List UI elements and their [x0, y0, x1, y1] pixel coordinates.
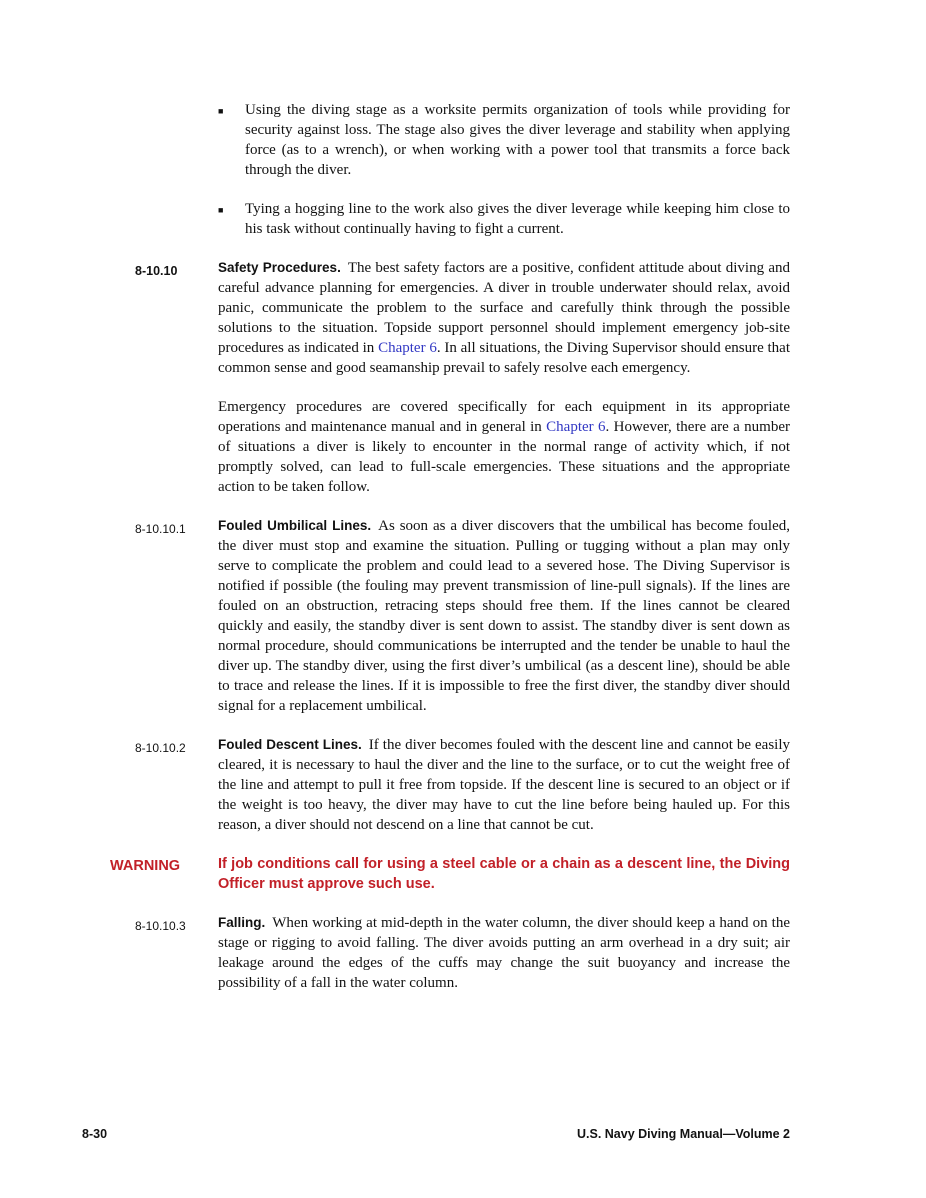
- footer-page-number: 8-30: [82, 1127, 108, 1141]
- paragraph-text: [218, 516, 790, 716]
- section-8-10-10-3: [82, 913, 790, 993]
- chapter-6-link[interactable]: Chapter 6: [378, 340, 437, 356]
- section-8-10-10-continued: [82, 397, 790, 497]
- bullet-text: Using the diving stage as a worksite permits organization of tools while providing for security against loss. The stage also gives the diver leverage and stability when applying force (as to a wrench), or when working with a power tool that transmits a force back through the diver.: [245, 102, 790, 178]
- section-8-10-10-2: [82, 735, 790, 835]
- section-number: 8-10.10: [135, 264, 178, 278]
- body-text: When working at mid-depth in the water column, the diver should keep a hand on the stage or rigging to avoid falling. The diver avoids putting an arm overhead in a dry suit; air leakage around the edges of the cuffs may change the suit buoyancy and increase the possibility of a fall in the water column.: [218, 915, 790, 991]
- page-footer: [82, 1124, 790, 1144]
- body-text: Emergency procedures are covered specifically for each equipment in its appropriate operations and maintenance manual and in general in: [218, 399, 790, 435]
- body-text: As soon as a diver discovers that the umbilical has become fouled, the diver must stop and examine the situation. Pulling or tugging without a plan may only serve to complicate the problem and could lead to a severed hose. The Diving Supervisor is notified if possible (the fouling may prevent transmission of line-pull signals). If the lines are fouled on an obstruction, retracing steps should free them. If the lines cannot be cleared quickly and easily, the standby diver is sent down to assist. The standby diver is sent down as normal procedure, should communications be interrupted and the tender be unable to haul the diver up. The standby diver, using the first diver’s umbilical (as a descent line), should be able to trace and release the lines. If it is impossible to free the first diver, the standby diver should signal for a replacement umbilical.: [218, 518, 790, 714]
- chapter-6-link[interactable]: Chapter 6: [546, 419, 606, 435]
- label-spacer: [82, 397, 218, 497]
- section-heading: Fouled Umbilical Lines.: [218, 518, 372, 533]
- footer-manual-title: U.S. Navy Diving Manual—Volume 2: [576, 1127, 790, 1141]
- section-heading: Safety Procedures.: [218, 260, 341, 275]
- body-text: If the diver becomes fouled with the descent line and cannot be easily cleared, it is necessary to haul the diver and the line to the surface, or to cut the weight free of the line and attempt to pull it free from topside. If the descent line is secured to an object or if the weight is too heavy, the diver may have to cut the line before being hauled up. For this reason, a diver should not descend on a line that cannot be cut.: [218, 737, 791, 833]
- section-number: 8-10.10.2: [135, 741, 186, 755]
- warning-block: [82, 854, 790, 894]
- paragraph-text: [218, 258, 790, 378]
- bullet-text: Tying a hogging line to the work also gives the diver leverage while keeping him close to his task without continually having to fight a current.: [245, 201, 790, 237]
- section-heading: Fouled Descent Lines.: [218, 737, 362, 752]
- body-text: . In all situations, the Diving Supervisor should ensure that common sense and good seamanship prevail to safely resolve each emergency.: [218, 340, 790, 376]
- body-text: . However, there are a number of situations a diver is likely to encounter in the normal range of activity which, if not promptly solved, can lead to full-scale emergencies. These situations and the appropriate action to be taken follow.: [218, 419, 790, 495]
- paragraph-text: [218, 913, 790, 993]
- warning-label: WARNING: [110, 858, 181, 874]
- warning-text: If job conditions call for using a steel cable or a chain as a descent line, the Diving Officer must approve such use.: [218, 856, 790, 892]
- label-spacer: [82, 100, 218, 180]
- section-number: 8-10.10.3: [135, 919, 186, 933]
- paragraph-text: [218, 397, 790, 497]
- body-text: The best safety factors are a positive, confident attitude about diving and careful advance planning for emergencies. A diver in trouble underwater should relax, avoid panic, communicate the problem to the surface and carefully think through the possible solutions to the situation. Topside support personnel should implement emergency job-site procedures as indicated in: [218, 260, 790, 356]
- section-8-10-10: [82, 258, 790, 378]
- label-spacer: [82, 199, 218, 239]
- paragraph-text: [218, 735, 790, 835]
- bullet-square-icon: ■: [218, 205, 224, 215]
- bullet-item: [82, 199, 790, 239]
- section-number: 8-10.10.1: [135, 522, 186, 536]
- section-heading: Falling.: [218, 915, 266, 930]
- bullet-square-icon: ■: [218, 106, 224, 116]
- section-8-10-10-1: [82, 516, 790, 716]
- bullet-item: [82, 100, 790, 180]
